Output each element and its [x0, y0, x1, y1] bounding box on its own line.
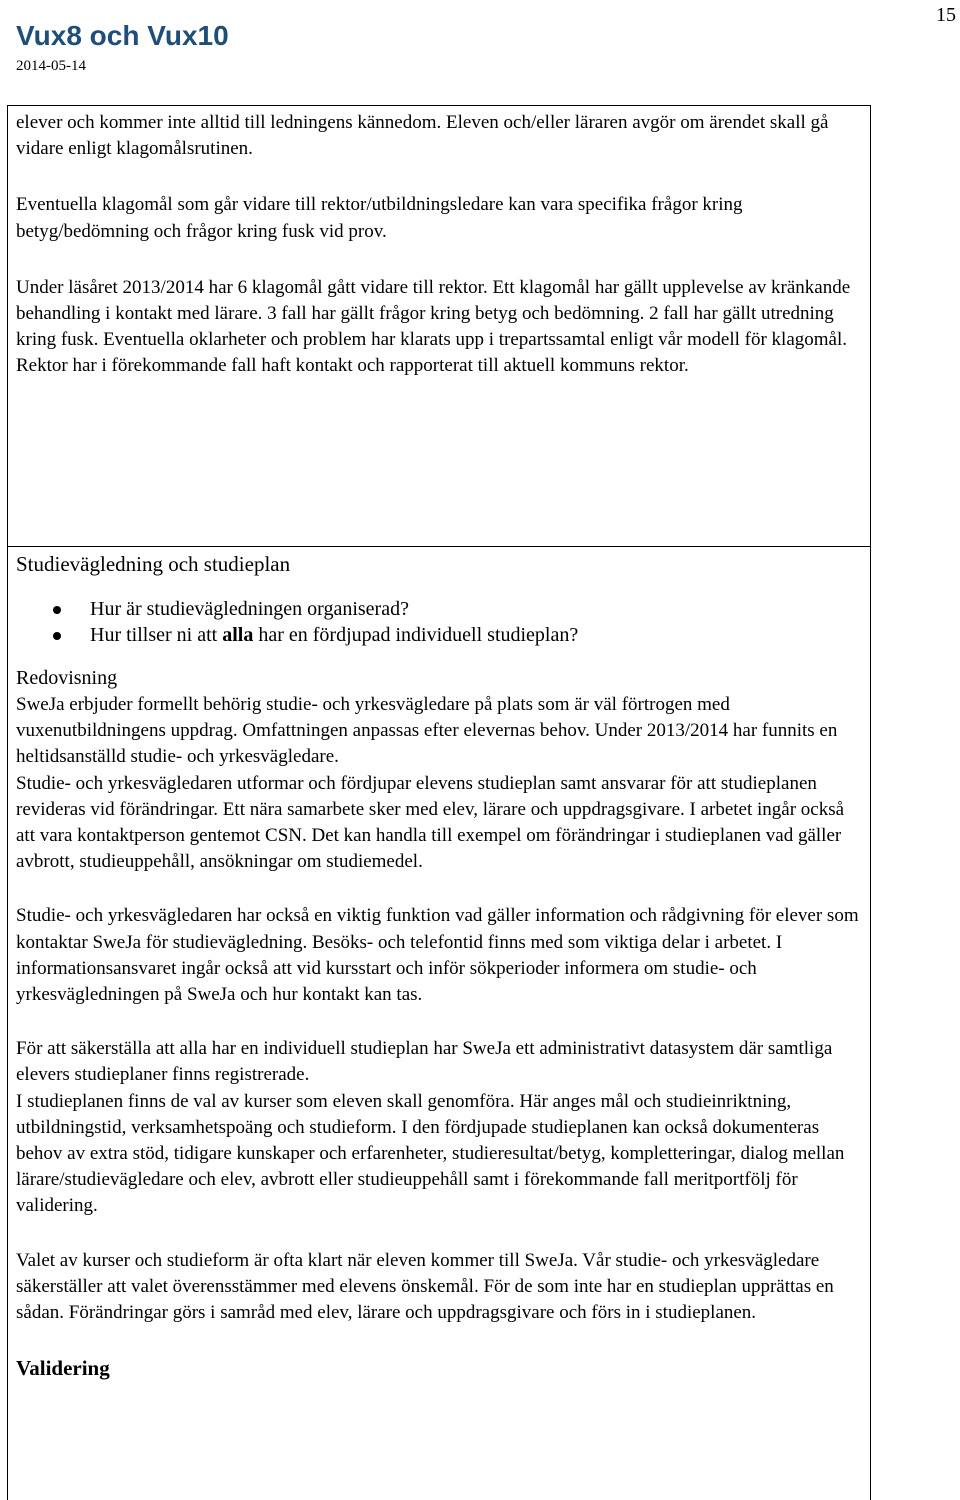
question-list: [8, 596, 870, 648]
paragraph: Studie- och yrkesvägledaren utformar och fördjupar elevens studieplan samt ansvarar för att studieplanen revideras vid förändringar. Ett nära samarbete sker med elev, lärare och uppdragsgivare. I arbetet ingår också att vara kontaktperson gentemot CSN. Det kan handla till exempel om förändringar i studieplanen vad gäller avbrott, studieuppehåll, ansökningar om studiemedel.: [16, 772, 845, 873]
question-text-start: Hur tillser ni att: [90, 624, 223, 646]
redovisning-label: Redovisning: [16, 667, 118, 689]
paragraph: I studieplanen finns de val av kurser som eleven skall genomföra. Här anges mål och studieinriktning, utbildningstid, verksamhetspoäng och studieform. I den fördjupade studieplanen kan också dokumenteras behov av extra stöd, tidigare kunskaper och erfarenheter, studieresultat/betyg, kompletteringar, dialog mellan lärare/studievägledare och elev, avbrott eller studieuppehåll samt i förekommande fall meritportfölj för validering.: [16, 1090, 845, 1217]
page-number: 15: [936, 4, 956, 26]
paragraph: Studie- och yrkesvägledaren har också en viktig funktion vad gäller information och rådgivning för elever som kontaktar SweJa för studievägledning. Besöks- och telefontid finns med som viktiga delar i arbetet. I informationsansvaret ingår också att vid kursstart och inför sökperioder informera om studie- och yrkesvägledningen på SweJa och hur kontakt kan tas.: [16, 905, 859, 1006]
section-box-study-guidance: [7, 546, 871, 1500]
paragraph: Under läsåret 2013/2014 har 6 klagomål gått vidare till rektor. Ett klagomål har gällt upplevelse av kränkande behandling i kontakt med lärare. 3 fall har gällt frågor kring betyg och bedömning. 2 fall har gällt utredning kring fusk. Eventuella oklarheter och problem har klarats upp i trepartssamtal enligt vår modell för klagomål. Rektor har i förekommande fall haft kontakt och rapporterat till aktuell kommuns rektor.: [16, 276, 851, 377]
paragraph: SweJa erbjuder formellt behörig studie- och yrkesvägledare på plats som är väl förtrogen med vuxenutbildningens uppdrag. Omfattningen anpassas efter elevernas behov. Under 2013/2014 har funnits en heltidsanställd studie- och yrkesvägledare.: [16, 694, 838, 768]
paragraph: Valet av kurser och studieform är ofta klart när eleven kommer till SweJa. Vår studie- och yrkesvägledare säkerställer att valet överensstämmer med elevens önskemål. För de som inte har en studieplan upprättas en sådan. Förändringar görs i samråd med elev, lärare och uppdragsgivare och förs in i studieplanen.: [16, 1249, 834, 1324]
validering-heading: Validering: [16, 1356, 110, 1381]
paragraph: elever och kommer inte alltid till ledningens kännedom. Eleven och/eller läraren avgör om ärendet skall gå vidare enligt klagomålsrutinen.: [16, 112, 829, 160]
document-title: Vux8 och Vux10: [16, 20, 229, 51]
emphasis-alla: alla: [222, 624, 254, 646]
bullet-icon: [53, 632, 61, 640]
list-item: [8, 596, 870, 622]
document-date: 2014-05-14: [16, 58, 86, 74]
section-heading: Studievägledning och studieplan: [16, 552, 291, 576]
bullet-icon: [53, 606, 61, 614]
section-box-complaints: [7, 105, 871, 548]
question-text: Hur är studievägledningen organiserad?: [90, 598, 409, 620]
list-item: [8, 622, 870, 648]
paragraph: Eventuella klagomål som går vidare till rektor/utbildningsledare kan vara specifika frågor kring betyg/bedömning och frågor kring fusk vid prov.: [16, 194, 743, 242]
question-text-end: har en fördjupad individuell studieplan?: [253, 624, 579, 646]
paragraph: För att säkerställa att alla har en individuell studieplan har SweJa ett administrativt datasystem där samtliga elevers studieplaner finns registrerade.: [16, 1038, 833, 1086]
